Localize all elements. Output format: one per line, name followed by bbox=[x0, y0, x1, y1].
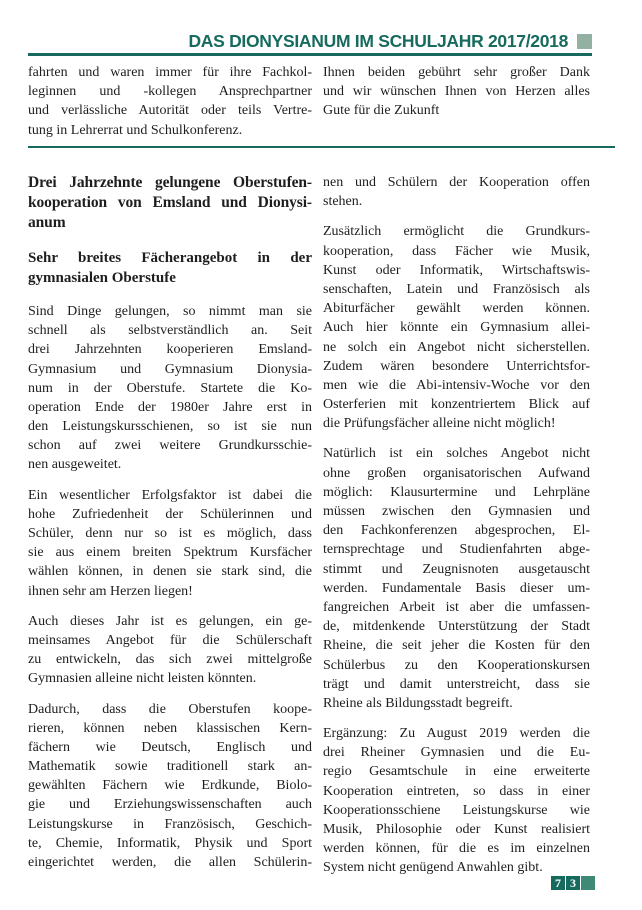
text-line: nen und Schülern der Kooperation offen bbox=[323, 175, 590, 190]
text-line: zu entwickeln, das sich zwei mittelgroße bbox=[28, 652, 312, 668]
text-line: gie und Erziehungswissenschaften auch bbox=[28, 797, 312, 813]
text-line: stimmt und Zeugnisnoten ausgetauscht bbox=[323, 561, 590, 577]
text-line: Leistungskurse in Französisch, Geschich- bbox=[28, 816, 312, 832]
text-line: schnell als selbstverständlich an. Seit bbox=[28, 323, 312, 339]
text-line: fahrten und waren immer für ihre Fachkol- bbox=[28, 65, 312, 80]
text-line: Sehr breites Fächerangebot in der bbox=[28, 250, 312, 267]
page-header bbox=[28, 29, 592, 53]
section-divider-rule bbox=[28, 146, 615, 148]
text-line: operation Ende der 1980er Jahre erst in bbox=[28, 399, 312, 415]
text-line: Schüler, denn nur so ist es möglich, dass bbox=[28, 526, 312, 542]
text-line: werden. Fundamentale Basis dieser um- bbox=[323, 580, 590, 596]
page-header-title: DAS DIONYSIANUM IM SCHULJAHR 2017/2018 bbox=[188, 30, 568, 51]
text-line: den Leistungskursschienen, so ist sie nun bbox=[28, 419, 312, 435]
text-line: ihnen sehr am Herzen liegen! bbox=[28, 583, 193, 599]
text-line: müssen zwischen den Gymnasien und bbox=[323, 504, 590, 519]
text-line: men wie die Abi-intensiv-Woche vor den bbox=[323, 377, 590, 393]
paragraph bbox=[323, 724, 590, 878]
text-line: die Prüfungsfächer alleine nicht möglich! bbox=[323, 416, 556, 432]
paragraph bbox=[323, 173, 590, 211]
text-line: meinsames Angebot für die Schülerschaft bbox=[28, 632, 312, 648]
text-line: Auch dieses Jahr ist es gelungen, ein ge- bbox=[28, 613, 312, 629]
paragraph bbox=[28, 486, 312, 601]
text-line: System nicht genügend Anwahlen gibt. bbox=[323, 860, 543, 876]
text-line: den Fachkonferenzen abgesprochen, El- bbox=[323, 523, 590, 539]
paragraph bbox=[28, 700, 312, 873]
article-left-paragraphs bbox=[28, 302, 312, 872]
text-line: drei Rheiner Gymnasien und die Eu- bbox=[323, 745, 590, 761]
text-line: Ihnen beiden gebührt sehr großer Dank bbox=[323, 65, 590, 80]
text-line: Kooperation eintreten, so dass in einer bbox=[323, 783, 590, 799]
article-right-column bbox=[323, 173, 590, 878]
text-line: kooperation, dass Fächer wie Musik, bbox=[323, 243, 590, 259]
text-line: wählen können, in denen sie stark sind, die bbox=[28, 564, 312, 580]
text-line: und wir wünschen Ihnen von Herzen alles bbox=[323, 84, 590, 100]
intro-right-column bbox=[323, 63, 590, 121]
text-line: und verlässliche Autorität oder teils Vertre- bbox=[28, 103, 312, 119]
text-line: Sind Dinge gelungen, so nimmt man sie bbox=[28, 303, 312, 319]
article-subtitle bbox=[28, 249, 312, 289]
text-line: stehen. bbox=[323, 194, 363, 210]
header-accent-square-icon bbox=[577, 34, 592, 49]
text-line: werden können, für die es im einzelnen bbox=[323, 841, 590, 857]
text-line: Kooperationsschiene Leistungskurse wie bbox=[323, 802, 590, 818]
text-line: ternsprechtage und Studienfahrten abge- bbox=[323, 542, 590, 558]
text-line: gewählten Fächern wie Erdkunde, Biolo- bbox=[28, 778, 312, 794]
text-line: ne solch ein Angebot nicht sicherstellen. bbox=[323, 339, 590, 355]
text-line: möglich: Klausurtermine und Lehrpläne bbox=[323, 484, 590, 500]
paragraph bbox=[323, 444, 590, 713]
text-line: Abiturfächer gewählt werden können. bbox=[323, 301, 590, 317]
text-line: rieren, können neben klassischen Kern- bbox=[28, 720, 312, 736]
text-line: fächern wie Deutsch, Englisch und bbox=[28, 739, 312, 755]
paragraph bbox=[28, 302, 312, 475]
text-line: Mathematik sowie traditionell stark an- bbox=[28, 759, 312, 775]
text-line: Zudem wären besondere Unterrichtsfor- bbox=[323, 358, 590, 374]
text-line: Natürlich ist ein solches Angebot nicht bbox=[323, 446, 590, 462]
text-line: regio Gesamtschule in eine erweiterte bbox=[323, 764, 590, 780]
text-line: Auch hier könnte ein Gymnasium allei- bbox=[323, 320, 590, 336]
text-line: Schülerbus zu den Kooperationskursen bbox=[323, 657, 590, 673]
text-line: sie aus einem breiten Spektrum Kursfächer bbox=[28, 545, 312, 561]
text-line: senschaften, Latein und Französisch als bbox=[323, 281, 590, 297]
header-rule bbox=[28, 53, 592, 56]
text-line: hohe Zufriedenheit der Schülerinnen und bbox=[28, 506, 312, 522]
paragraph bbox=[323, 222, 590, 433]
page-number bbox=[551, 876, 595, 890]
text-line: Rheine als Bildungsstadt begreift. bbox=[323, 695, 513, 711]
text-line: anum bbox=[28, 213, 66, 231]
text-line: gymnasialen Oberstufe bbox=[28, 270, 176, 287]
text-line: Zusätzlich ermöglicht die Grundkurs- bbox=[323, 224, 590, 240]
text-line: Gymnasium und Gymnasium Dionysia- bbox=[28, 361, 312, 377]
text-line: Osterferien mit konzentriertem Blick auf bbox=[323, 397, 590, 413]
paragraph bbox=[28, 612, 312, 689]
text-line: trägt und damit unterstreicht, dass sie bbox=[323, 676, 590, 692]
text-line: Gute für die Zukunft bbox=[323, 103, 440, 119]
text-line: Rheine, die seit jeher die Kosten für den bbox=[323, 638, 590, 654]
text-line: Gymnasien alleine nicht leisten könnten. bbox=[28, 671, 257, 687]
text-line: eingerichtet werden, die allen Schülerin- bbox=[28, 855, 312, 871]
page-number-digit: 3 bbox=[566, 876, 580, 890]
text-line: drei Jahrzehnten kooperieren Emsland- bbox=[28, 342, 312, 358]
text-line: te, Chemie, Informatik, Physik und Sport bbox=[28, 835, 312, 851]
text-line: Ergänzung: Zu August 2019 werden die bbox=[323, 726, 590, 742]
text-line: Ein wesentlicher Erfolgsfaktor ist dabei die bbox=[28, 487, 312, 503]
article-left-column bbox=[28, 173, 312, 872]
page-corner-square-icon bbox=[581, 876, 595, 890]
text-line: Musik, Philosophie oder Kunst realisiert bbox=[323, 822, 590, 837]
text-line: Kunst oder Informatik, Wirtschaftswis- bbox=[323, 262, 590, 278]
text-line: fangreichen Arbeit ist aber die umfassen- bbox=[323, 599, 590, 615]
page-number-digit: 7 bbox=[551, 876, 565, 890]
text-line: leginnen und -kollegen Ansprechpartner bbox=[28, 84, 312, 100]
article-title bbox=[28, 173, 312, 232]
text-line: kooperation von Emsland und Dionysi- bbox=[28, 193, 312, 211]
text-line: ohne großen organisatorischen Aufwand bbox=[323, 465, 590, 481]
text-line: schon auf zwei weitere Grundkursschie- bbox=[28, 438, 312, 454]
intro-left-column bbox=[28, 63, 312, 140]
text-line: Dadurch, dass die Oberstufen koope- bbox=[28, 701, 312, 717]
text-line: de, mitdenkende Unterstützung der Stadt bbox=[323, 619, 590, 635]
text-line: nen ausgeweitet. bbox=[28, 457, 122, 473]
text-line: Drei Jahrzehnte gelungene Oberstufen- bbox=[28, 174, 312, 191]
text-line: tung in Lehrerrat und Schulkonferenz. bbox=[28, 122, 243, 138]
text-line: num in der Oberstufe. Startete die Ko- bbox=[28, 380, 312, 396]
